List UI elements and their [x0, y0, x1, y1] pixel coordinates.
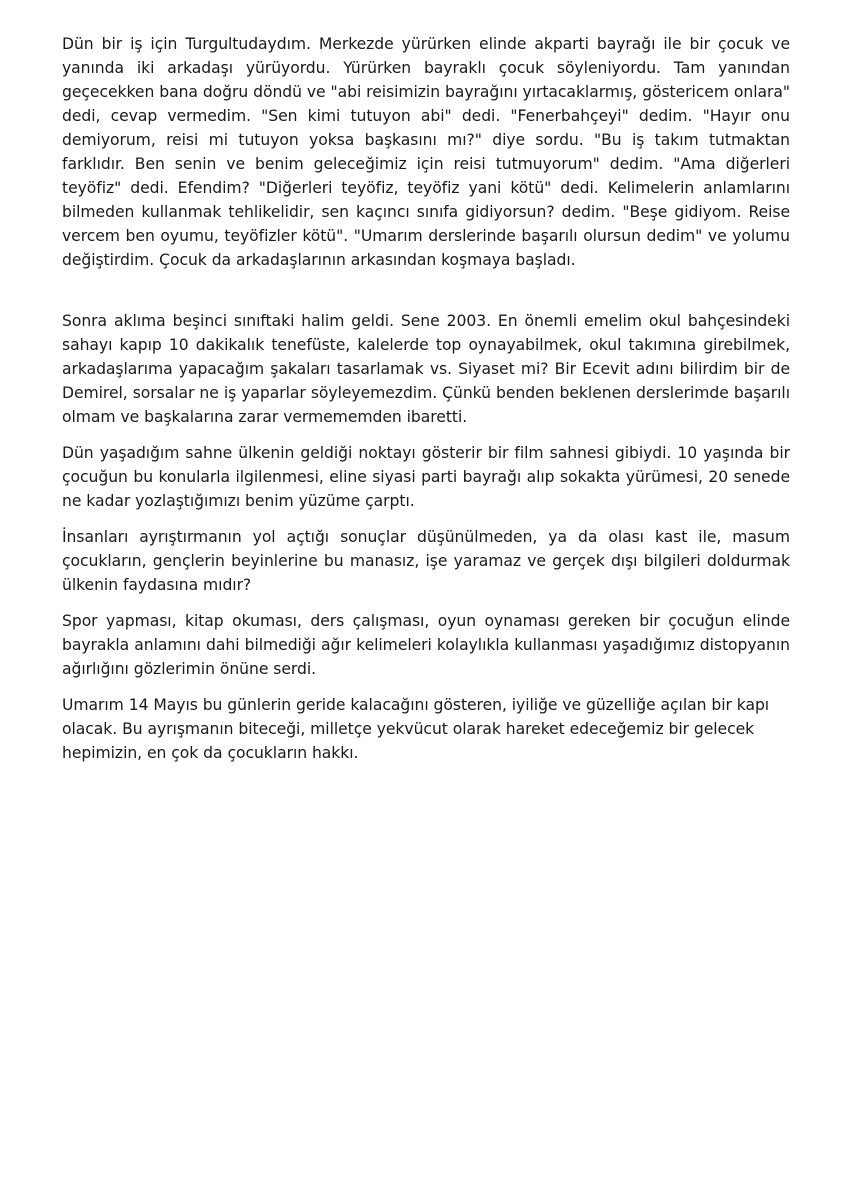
- paragraph-dystopia: Spor yapması, kitap okuması, ders çalışması, oyun oynaması gereken bir çocuğun elinde bayrakla anlamını dahi bilmediği ağır kelimeleri kolaylıkla kullanması yaşadığımız distopyanın ağırlığını gözlerimin önüne serdi.: [62, 612, 790, 678]
- paragraph-hope: Umarım 14 Mayıs bu günlerin geride kalacağını gösteren, iyiliğe ve güzelliğe açılan bir kapı olacak. Bu ayrışmanın biteceği, milletçe yekvücut olarak hareket edeceğemiz bir gelecek hepimizin, en çok da çocukların hakkı.: [62, 696, 770, 762]
- paragraph-encounter: Dün bir iş için Turgultudaydım. Merkezde yürürken elinde akparti bayrağı ile bir çocuk ve yanında iki arkadaşı yürüyordu. Yürürken bayraklı çocuk söyleniyordu. Tam yanından geçecekken bana doğru döndü ve "abi reisimizin bayrağını yırtacaklarmış, göstericem onlara" dedi, cevap vermedim. "Sen kimi tutuyon abi" dedi. "Fenerbahçeyi" dedim. "Hayır onu demiyorum, reisi mi tutuyon yoksa başkasını mı?" diye sordu. "Bu iş takım tutmaktan farklıdır. Ben senin ve benim geleceğimiz için reisi tutmuyorum" dedim. "Ama diğerleri teyöfiz" dedi. Efendim? "Diğerleri teyöfiz, teyöfiz yani kötü" dedi. Kelimelerin anlamlarını bilmeden kullanmak tehlikelidir, sen kaçıncı sınıfa gidiyorsun? dedim. "Beşe gidiyom. Reise vercem ben oyumu, teyöfizler kötü". "Umarım derslerinde başarılı olursun dedim" ve yolumu değiştirdim. Çocuk da arkadaşlarının arkasından koşmaya başladı.: [62, 35, 790, 269]
- paragraph-film-scene: Dün yaşadığım sahne ülkenin geldiği noktayı gösterir bir film sahnesi gibiydi. 10 yaşında bir çocuğun bu konularla ilgilenmesi, eline siyasi parti bayrağı alıp sokakta yürümesi, 20 senede ne kadar yozlaştığımızı benim yüzüme çarptı.: [62, 444, 790, 510]
- paragraph-question: İnsanları ayrıştırmanın yol açtığı sonuçlar düşünülmeden, ya da olası kast ile, masum çocukların, gençlerin beyinlerine bu manasız, işe yaramaz ve gerçek dışı bilgileri doldurmak ülkenin faydasına mıdır?: [62, 528, 790, 594]
- document-body: [62, 32, 790, 777]
- paragraph-childhood-memory: Sonra aklıma beşinci sınıftaki halim geldi. Sene 2003. En önemli emelim okul bahçesindeki sahayı kapıp 10 dakikalık tenefüste, kalelerde top oynayabilmek, okul takımına girebilmek, arkadaşlarıma yapacağım şakaları tasarlamak vs. Siyaset mi? Bir Ecevit adını bilirdim bir de Demirel, sorsalar ne iş yaparlar söyleyemezdim. Çünkü benden beklenen derslerimde başarılı olmam ve başkalarına zarar vermememden ibaretti.: [62, 312, 790, 426]
